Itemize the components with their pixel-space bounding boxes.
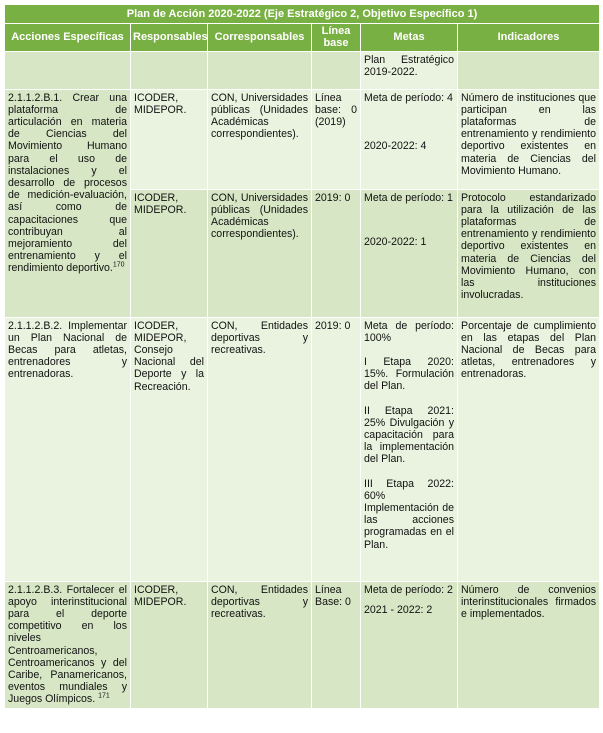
cell-metas <box>361 581 458 708</box>
table-header-row <box>5 24 600 51</box>
header-indicadores: Indicadores <box>458 24 600 51</box>
cell-indicador: Protocolo estandarizado para la utilización de las plataformas de entrenamiento y rendimiento deportivo existentes en materia de Ciencias del Movimiento Humano, con las instituciones involucradas. <box>458 189 600 317</box>
cell-linea-base: 2019: 0 <box>312 189 361 317</box>
meta-etapa-2: II Etapa 2021: 25% Divulgación y capacitación para la implementación del Plan. <box>364 404 454 466</box>
cell-empty <box>131 51 208 89</box>
table-row <box>5 89 600 189</box>
meta-periodo: Meta de período: 100% <box>364 319 454 344</box>
table-title: Plan de Acción 2020-2022 (Eje Estratégico 2, Objetivo Específico 1) <box>5 5 600 24</box>
cell-indicador: Número de instituciones que participan en las plataformas de entrenamiento y rendimiento deportivo existentes en materia de Ciencias del Movimiento Humano. <box>458 89 600 189</box>
meta-periodo: Meta de período: 2 <box>364 583 453 596</box>
cell-empty <box>458 51 600 89</box>
action-plan-table <box>4 4 600 709</box>
cell-meta: Plan Estratégico 2019-2022. <box>361 51 458 89</box>
cell-metas <box>361 89 458 189</box>
cell-empty <box>312 51 361 89</box>
cell-indicador: Porcentaje de cumplimiento en las etapas del Plan Nacional de Becas para atletas, entrenadores y entrenadoras. <box>458 317 600 581</box>
cell-accion <box>5 581 131 708</box>
cell-empty <box>5 51 131 89</box>
cell-metas <box>361 317 458 581</box>
meta-rango: 2021 - 2022: 2 <box>364 603 433 616</box>
meta-periodo: Meta de período: 4 <box>364 91 453 104</box>
meta-etapa-1: I Etapa 2020: 15%. Formulación del Plan. <box>364 356 454 393</box>
table-row <box>5 581 600 708</box>
table-row <box>5 51 600 89</box>
accion-text: 2.1.1.2.B.3. Fortalecer el apoyo interinstitucional para el deporte competitivo en los niveles Centroamericanos, Centroamericanos y del Caribe, Panamericanos, eventos mundiales y Juegos Olímpicos. <box>8 583 127 706</box>
header-corresponsables: Corresponsables <box>208 24 312 51</box>
cell-indicador: Número de convenios interinstitucionales firmados e implementados. <box>458 581 600 708</box>
header-responsables: Responsables <box>131 24 208 51</box>
cell-responsables: ICODER, MIDEPOR, Consejo Nacional del Deporte y la Recreación. <box>131 317 208 581</box>
cell-responsables: ICODER, MIDEPOR. <box>131 89 208 189</box>
cell-linea-base: 2019: 0 <box>312 317 361 581</box>
footnote-ref: 171 <box>98 692 110 700</box>
cell-corresponsables: CON, Universidades públicas (Unidades Académicas correspondientes). <box>208 89 312 189</box>
cell-metas <box>361 189 458 317</box>
meta-rango: 2020-2022: 4 <box>364 139 427 152</box>
meta-rango: 2020-2022: 1 <box>364 235 427 248</box>
cell-responsables: ICODER, MIDEPOR. <box>131 581 208 708</box>
cell-accion <box>5 89 131 317</box>
table-row <box>5 317 600 581</box>
header-acciones: Acciones Específicas <box>5 24 131 51</box>
meta-etapa-3: III Etapa 2022: 60% Implementación de las acciones programadas en el Plan. <box>364 477 454 551</box>
cell-corresponsables: CON, Entidades deportivas y recreativas. <box>208 581 312 708</box>
cell-linea-base: Línea Base: 0 <box>312 581 361 708</box>
header-linea-base: Línea base <box>312 24 361 51</box>
cell-responsables: ICODER, MIDEPOR. <box>131 189 208 317</box>
accion-text: 2.1.1.2.B.1. Crear una plataforma de articulación en materia de Ciencias del Movimiento Humano para el uso de instalaciones y el desarrollo de procesos de medición-evaluación, así como de capacitaciones que contribuyan al mejoramiento del entrenamiento y el rendimiento deportivo. <box>8 91 127 275</box>
footnote-ref: 170 <box>112 261 125 269</box>
cell-accion: 2.1.1.2.B.2. Implementar un Plan Nacional de Becas para atletas, entrenadores y entrenadoras. <box>5 317 131 581</box>
cell-corresponsables: CON, Universidades públicas (Unidades Académicas correspondientes). <box>208 189 312 317</box>
cell-empty <box>208 51 312 89</box>
table-title-row <box>5 5 600 24</box>
header-metas: Metas <box>361 24 458 51</box>
cell-corresponsables: CON, Entidades deportivas y recreativas. <box>208 317 312 581</box>
cell-linea-base: Línea base: 0 (2019) <box>312 89 361 189</box>
meta-periodo: Meta de período: 1 <box>364 191 453 204</box>
